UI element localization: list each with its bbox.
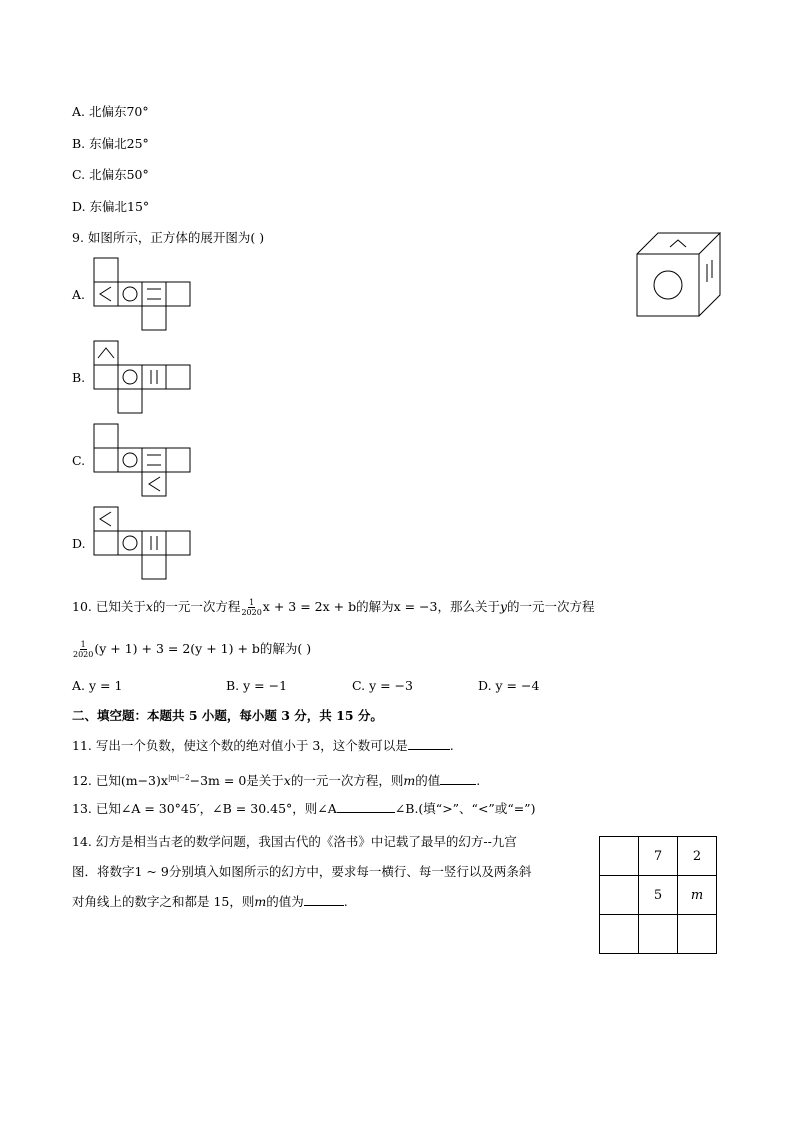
q9-option-c-label: C. bbox=[72, 453, 86, 468]
q9-option-a-label: A. bbox=[72, 287, 86, 302]
q10-option-b: B. y = −1 bbox=[226, 678, 288, 693]
q9-option-b-label: B. bbox=[72, 370, 86, 385]
q12-answer-blank[interactable] bbox=[440, 774, 476, 785]
section2-heading: 二、填空题：本题共 5 小题，每小题 3 分，共 15 分。 bbox=[72, 708, 383, 723]
q8-option-d: D. 东偏北15° bbox=[72, 199, 150, 214]
q9-option-a-net bbox=[93, 257, 193, 331]
q13: 13. 已知∠A = 30°45′，∠B = 30.45°，则∠A ∠B.(填“>”、“<”或“=”) bbox=[72, 801, 536, 816]
q11: 11. 写出一个负数，使这个数的绝对值小于 3，这个数可以是 . bbox=[72, 738, 454, 753]
q8-option-b: B. 东偏北25° bbox=[72, 136, 149, 151]
magic-square-cell bbox=[678, 915, 717, 954]
magic-square-row bbox=[600, 915, 717, 954]
q9-option-c-net bbox=[93, 423, 193, 497]
magic-square-cell bbox=[600, 915, 639, 954]
q8-option-a: A. 北偏东70° bbox=[72, 104, 149, 119]
q10-option-c: C. y = −3 bbox=[352, 678, 413, 693]
q9-stem: 9. 如图所示，正方体的展开图为( ) bbox=[72, 230, 265, 245]
magic-square-cell bbox=[639, 915, 678, 954]
magic-square bbox=[599, 836, 717, 954]
magic-square-cell: 2 bbox=[678, 837, 717, 876]
magic-square-cell: 7 bbox=[639, 837, 678, 876]
q9-option-d-net bbox=[93, 506, 193, 580]
q10-stem-line1: 10. 已知关于x的一元一次方程 $\frac{1}{2020}$ x + 3 = 2x + b的解为x = −3，那么关于y的一元一次方程 bbox=[72, 598, 595, 617]
q8-option-c: C. 北偏东50° bbox=[72, 167, 149, 182]
magic-square-cell: m bbox=[678, 876, 717, 915]
magic-square-cell bbox=[600, 876, 639, 915]
q10-option-a: A. y = 1 bbox=[72, 678, 123, 693]
q10-option-d: D. y = −4 bbox=[478, 678, 540, 693]
magic-square-row bbox=[600, 837, 717, 876]
q14-line3: 对角线上的数字之和都是 15，则m的值为 . bbox=[72, 894, 348, 909]
q14-answer-blank[interactable] bbox=[304, 895, 344, 906]
q9-option-b-net bbox=[93, 340, 193, 414]
q10-fraction-1: $\frac{1}{2020}$ bbox=[241, 598, 262, 617]
q14-line1: 14. 幻方是相当古老的数学问题，我国古代的《洛书》中记载了最早的幻方--九宫 bbox=[72, 834, 517, 849]
q10-stem-line2: $\frac{1}{2020}$ (y + 1) + 3 = 2(y + 1) + b的解为( ) bbox=[73, 640, 312, 659]
magic-square-cell bbox=[600, 837, 639, 876]
q9-option-d-label: D. bbox=[72, 536, 86, 551]
q13-answer-blank[interactable] bbox=[337, 802, 395, 813]
magic-square-row bbox=[600, 876, 717, 915]
q11-answer-blank[interactable] bbox=[408, 739, 450, 750]
magic-square-cell: 5 bbox=[639, 876, 678, 915]
cube-figure bbox=[636, 232, 726, 318]
q14-line2: 图．将数字1 ~ 9分别填入如图所示的幻方中，要求每一横行、每一竖行以及两条斜 bbox=[72, 864, 532, 879]
q10-fraction-2: $\frac{1}{2020}$ bbox=[73, 640, 94, 659]
q12: 12. 已知$(m-3)x^{|m|-2}-3m = 0$是关于x的一元一次方程，则m的值 . bbox=[72, 773, 481, 789]
